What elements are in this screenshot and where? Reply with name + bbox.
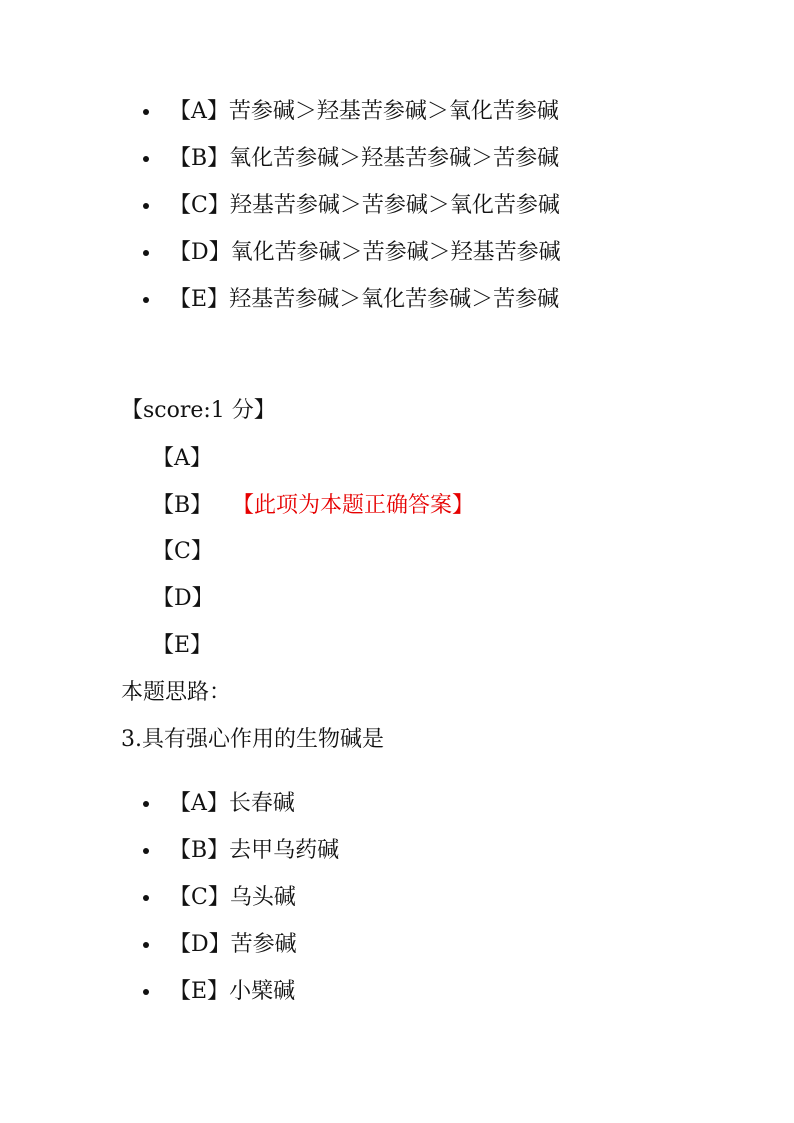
option-label: 【D】 (169, 240, 231, 265)
bullet-icon (143, 297, 149, 303)
q3-option-e (143, 976, 295, 1008)
option-text: 乌头碱 (229, 885, 296, 910)
answer-e: 【E】 (152, 633, 213, 658)
option-text: 羟基苦参碱＞苦参碱＞氧化苦参碱 (229, 193, 560, 218)
answer-b: 【B】 (152, 493, 213, 518)
answer-c: 【C】 (152, 539, 213, 564)
analysis-label: 本题思路： (121, 680, 232, 705)
option-text: 小檗碱 (229, 979, 296, 1004)
option-text: 去甲乌药碱 (229, 838, 340, 863)
q2-option-a (143, 96, 559, 128)
option-label: 【E】 (169, 979, 230, 1004)
option-text: 氧化苦参碱＞羟基苦参碱＞苦参碱 (229, 146, 560, 171)
option-text: 苦参碱＞羟基苦参碱＞氧化苦参碱 (228, 99, 559, 124)
bullet-icon (143, 989, 149, 995)
score-label: 【score:1 分】 (121, 398, 276, 423)
bullet-icon (143, 250, 149, 256)
option-label: 【B】 (169, 838, 230, 863)
q2-option-e (143, 284, 559, 316)
question-3-text: 3.具有强心作用的生物碱是 (121, 727, 384, 752)
option-text: 苦参碱 (230, 932, 297, 957)
q3-option-c (143, 882, 296, 914)
q2-option-d (143, 237, 561, 269)
q3-option-b (143, 835, 339, 867)
q2-option-b (143, 143, 559, 175)
option-text: 羟基苦参碱＞氧化苦参碱＞苦参碱 (229, 287, 560, 312)
answer-a: 【A】 (152, 446, 212, 471)
option-label: 【A】 (169, 791, 229, 816)
bullet-icon (143, 942, 149, 948)
bullet-icon (143, 156, 149, 162)
q3-option-d (143, 929, 297, 961)
q2-option-c (143, 190, 560, 222)
option-label: 【D】 (169, 932, 231, 957)
bullet-icon (143, 801, 149, 807)
answer-d: 【D】 (152, 586, 214, 611)
option-label: 【B】 (169, 146, 230, 171)
bullet-icon (143, 203, 149, 209)
option-label: 【E】 (169, 287, 230, 312)
q3-option-a (143, 788, 295, 820)
bullet-icon (143, 109, 149, 115)
option-label: 【C】 (169, 885, 230, 910)
option-label: 【A】 (169, 99, 229, 124)
option-text: 氧化苦参碱＞苦参碱＞羟基苦参碱 (230, 240, 561, 265)
option-label: 【C】 (169, 193, 230, 218)
option-text: 长春碱 (228, 791, 295, 816)
bullet-icon (143, 895, 149, 901)
bullet-icon (143, 848, 149, 854)
correct-answer-note: 【此项为本题正确答案】 (232, 493, 475, 518)
